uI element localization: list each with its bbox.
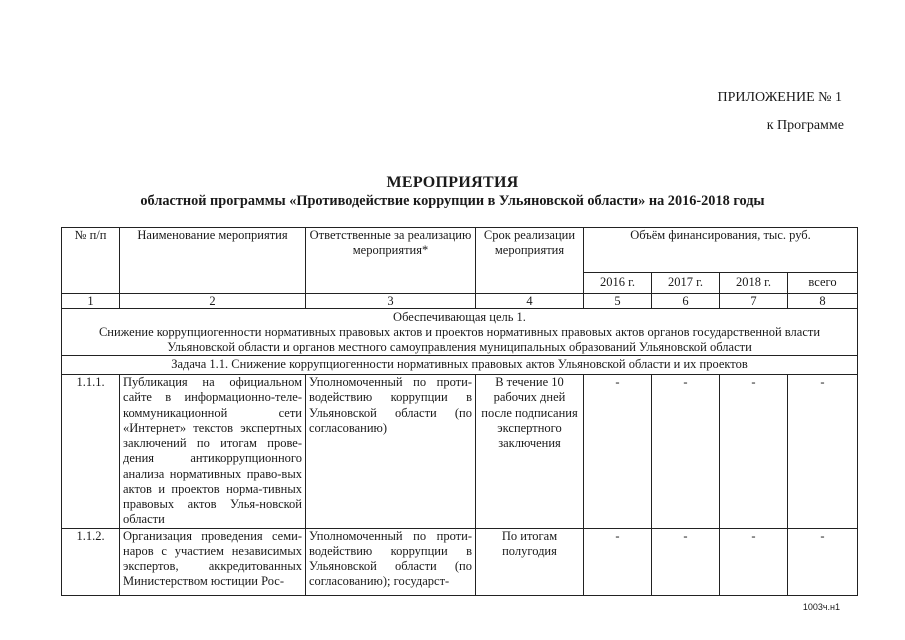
col-number: 8 [788,294,858,309]
task-row [62,356,858,375]
appendix-reference: к Программе [766,118,844,133]
header-row [62,228,858,273]
row-responsible: Уполномоченный по проти-водействию коррупции в Ульяновской области (по согласованию) [306,375,476,529]
column-numbers-row [62,294,858,309]
row-number: 1.1.2. [62,528,120,595]
table-row [62,375,858,529]
header-term: Срок реализации мероприятия [476,228,584,294]
appendix-number: ПРИЛОЖЕНИЕ № 1 [717,90,842,105]
goal-cell [62,309,858,356]
row-number: 1.1.1. [62,375,120,529]
row-name: Организация проведения семи-наров с участием независимых экспертов, аккредитованных Министерством юстиции Рос- [120,528,306,595]
goal-text: Снижение коррупциогенности нормативных правовых актов и проектов нормативных правовых актов органов государственной власти Ульяновской области и органов местного самоуправления муниципальных образований Ульяновской области [98,325,821,354]
table-row [62,528,858,595]
row-2016: - [584,375,652,529]
goal-heading: Обеспечивающая цель 1. [393,310,526,324]
row-2018: - [720,375,788,529]
header-name: Наименование мероприятия [120,228,306,294]
header-total: всего [788,273,858,294]
row-term: По итогам полугодия [476,528,584,595]
row-total: - [788,528,858,595]
row-term: В течение 10 рабочих дней после подписания экспертного заключения [476,375,584,529]
header-finance: Объём финансирования, тыс. руб. [584,228,858,273]
header-2017: 2017 г. [652,273,720,294]
row-responsible: Уполномоченный по проти-водействию коррупции в Ульяновской области (по согласованию); государст- [306,528,476,595]
col-number: 5 [584,294,652,309]
col-number: 1 [62,294,120,309]
page-code: 1003ч.н1 [802,602,840,612]
header-2018: 2018 г. [720,273,788,294]
col-number: 2 [120,294,306,309]
row-2017: - [652,528,720,595]
row-2016: - [584,528,652,595]
header-2016: 2016 г. [584,273,652,294]
header-responsible: Ответственные за реализацию мероприятия* [306,228,476,294]
row-name: Публикация на официальном сайте в информационно-теле-коммуникационной сети «Интернет» текстов экспертных заключений по итогам прове-дения антикоррупционного анализа нормативных право-вых актов и проектов норма-тивных правовых актов Улья-новской области [120,375,306,529]
measures-table [61,227,858,596]
header-num: № п/п [62,228,120,294]
col-number: 3 [306,294,476,309]
goal-row [62,309,858,356]
document-subtitle: областной программы «Противодействие коррупции в Ульяновской области» на 2016-2018 годы [140,193,765,209]
row-2017: - [652,375,720,529]
row-2018: - [720,528,788,595]
col-number: 7 [720,294,788,309]
document-title: МЕРОПРИЯТИЯ [386,174,519,191]
col-number: 6 [652,294,720,309]
row-total: - [788,375,858,529]
task-cell: Задача 1.1. Снижение коррупциогенности нормативных правовых актов Ульяновской области и их проектов [62,356,858,375]
col-number: 4 [476,294,584,309]
